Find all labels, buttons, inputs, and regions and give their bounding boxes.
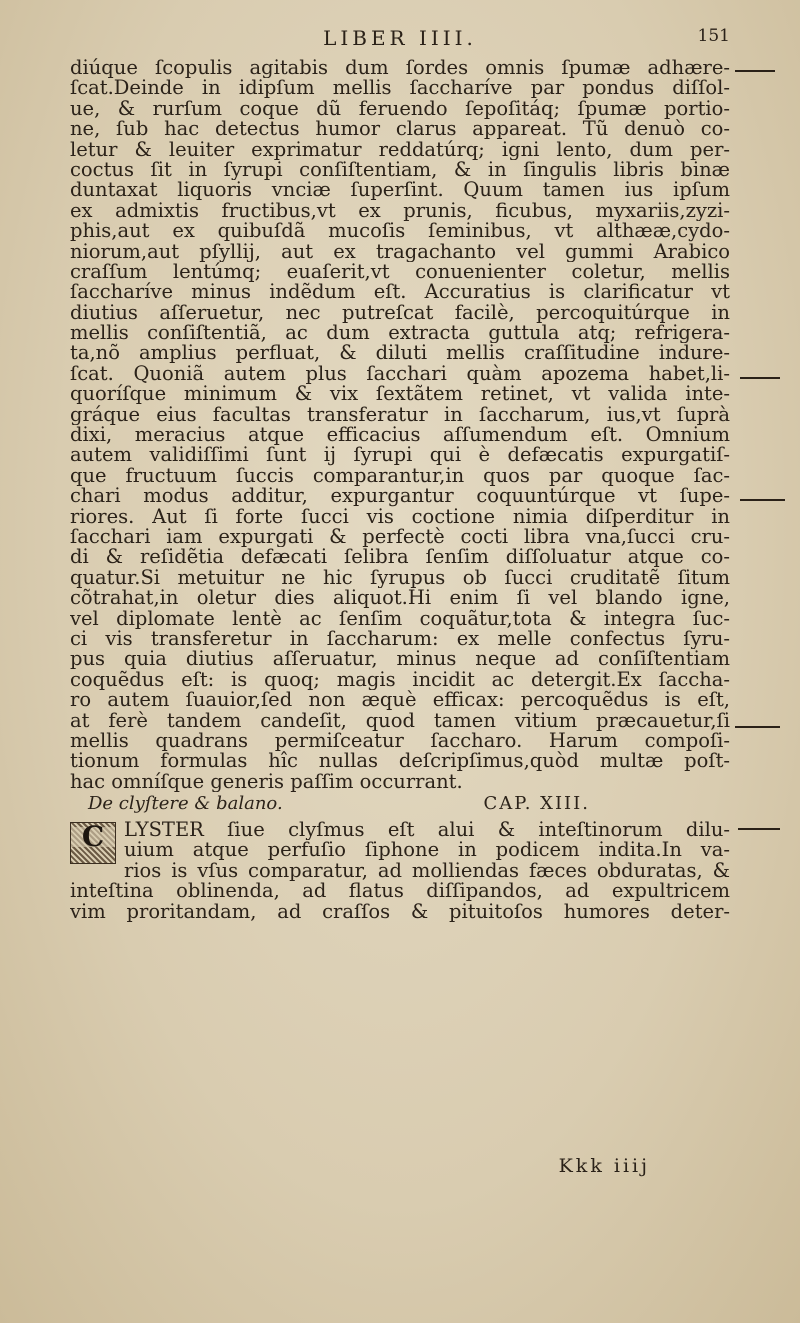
text-line: que fructuum ſuccis comparantur,in quos par quoque ſac- — [70, 465, 730, 487]
text-line: phis,aut ex quibuſdã mucoſis ſeminibus, vt althææ,cydo- — [70, 221, 730, 242]
margin-rule — [740, 377, 780, 379]
text-line: ue, & rurſum coque dũ feruendo ſepoſitáq; ſpumæ portio- — [70, 98, 730, 120]
text-line: diutius aſſeruetur, nec putreſcat facilè, percoquitúrque in — [70, 302, 730, 324]
body-text — [70, 58, 730, 922]
text-line: at ferè tandem candeſit, quod tamen vitium præcauetur,ſi — [70, 710, 730, 731]
text-line: niorum,aut pſyllij, aut ex tragachanto vel gummi Arabico — [70, 241, 730, 262]
text-line: coctus ſit in ſyrupi conſiſtentiam, & in ſingulis libris binæ — [70, 159, 730, 181]
text-line: ſacchari iam expurgati & perfectè cocti libra vna,ſucci cru- — [70, 526, 730, 548]
text-line: ci vis transferetur in ſaccharum: ex melle confectus ſyru- — [70, 628, 730, 650]
text-line: hac omníſque generis paſſim occurrant. — [70, 771, 463, 793]
chapter-subject: De clyſtere & balano. — [88, 793, 283, 815]
text-line: tionum formulas hîc nullas deſcripſimus,quòd multæ poſt- — [70, 751, 730, 772]
chapter-text-line: LYSTER ſiue clyſmus eſt alui & inteſtinorum dilu- — [124, 820, 730, 841]
text-line: ta,nõ amplius perfluat, & diluti mellis craſſitudine indure- — [70, 343, 730, 364]
chapter-text-line: uium atque perfuſio ſiphone in podicem indita.In va- — [124, 840, 730, 861]
text-line: mellis conſiſtentiã, ac dum extracta guttula atq; refrigera- — [70, 323, 730, 344]
initial-letter: C — [71, 827, 115, 847]
running-head-title: LIBER IIII. — [323, 26, 477, 50]
text-line: ſcat. Quoniã autem plus ſacchari quàm apozema habet,li- — [70, 363, 730, 385]
running-head — [0, 26, 800, 56]
text-line: cõtrahat,in oletur dies aliquot.Hi enim ſi vel blando igne, — [70, 588, 730, 609]
text-line: dixi, meracius atque efficacius aſſumendum eſt. Omnium — [70, 425, 730, 446]
text-line: riores. Aut ſi forte ſucci vis coctione nimia diſperditur in — [70, 506, 730, 527]
text-line: ro autem ſuauior,ſed non æquè efficax: percoquẽdus is eſt, — [70, 690, 730, 711]
text-line: quatur.Si metuitur ne hic ſyrupus ob ſucci cruditatẽ ſitum — [70, 567, 730, 589]
chapter-text-line: inteſtina oblinenda, ad flatus diſſipandos, ad expultricem — [70, 881, 730, 902]
text-line: craſſum lentúmq; euaſerit,vt conuenienter coletur, mellis — [70, 261, 730, 283]
text-line: gráque eius facultas transferatur in ſaccharum, ius,vt ſuprà — [70, 404, 730, 426]
page-number: 151 — [697, 26, 730, 46]
margin-rule — [735, 726, 780, 728]
chapter-number: CAP. XIII. — [483, 793, 590, 815]
text-line: mellis quadrans permiſceatur ſaccharo. Harum compoſi- — [70, 730, 730, 752]
decorated-initial — [70, 822, 116, 864]
chapter-text-line: vim proritandam, ad craſſos & pituitoſos humores deter- — [70, 901, 730, 923]
text-line: pus quia diutius aſſeruatur, minus neque ad conſiſtentiam — [70, 649, 730, 670]
chapter-heading — [70, 794, 730, 820]
text-line: coquẽdus eſt: is quoq; magis incidit ac detergit.Ex ſaccha- — [70, 669, 730, 691]
text-line: ne, ſub hac detectus humor clarus appareat. Tũ denuò co- — [70, 119, 730, 140]
margin-rule — [740, 499, 785, 501]
text-line: ſcat.Deinde in idipſum mellis ſaccharíve par pondus diſſol- — [70, 78, 730, 99]
chapter-text-line: rios is vſus comparatur, ad molliendas fæces obduratas, & — [124, 860, 730, 882]
text-line: diúque ſcopulis agitabis dum ſordes omnis ſpumæ adhære- — [70, 58, 730, 79]
margin-rule — [738, 828, 780, 830]
text-line: ſaccharíve minus indẽdum eſt. Accuratius is clarificatur vt — [70, 282, 730, 303]
text-line: di & reſidẽtia defæcati ſelibra ſenſim diſſoluatur atque co- — [70, 547, 730, 568]
text-line: ex admixtis fructibus,vt ex prunis, ficubus, myxariis,zyzi- — [70, 200, 730, 222]
text-line: vel diplomate lentè ac ſenſim coquãtur,tota & integra ſuc- — [70, 608, 730, 629]
text-line: duntaxat liquoris vnciæ ſuperſint. Quum tamen ius ipſum — [70, 180, 730, 201]
margin-rule — [735, 70, 775, 72]
text-line: autem validiſſimi ſunt ij ſyrupi qui è defæcatis expurgatiſ- — [70, 445, 730, 466]
signature-mark: Kkk iiij — [558, 1155, 650, 1177]
text-line: quoríſque minimum & vix ſextãtem retinet, vt valida inte- — [70, 384, 730, 405]
text-line: letur & leuiter exprimatur reddatúrq; igni lento, dum per- — [70, 139, 730, 160]
text-line: chari modus additur, expurgantur coquuntúrque vt ſupe- — [70, 486, 730, 507]
